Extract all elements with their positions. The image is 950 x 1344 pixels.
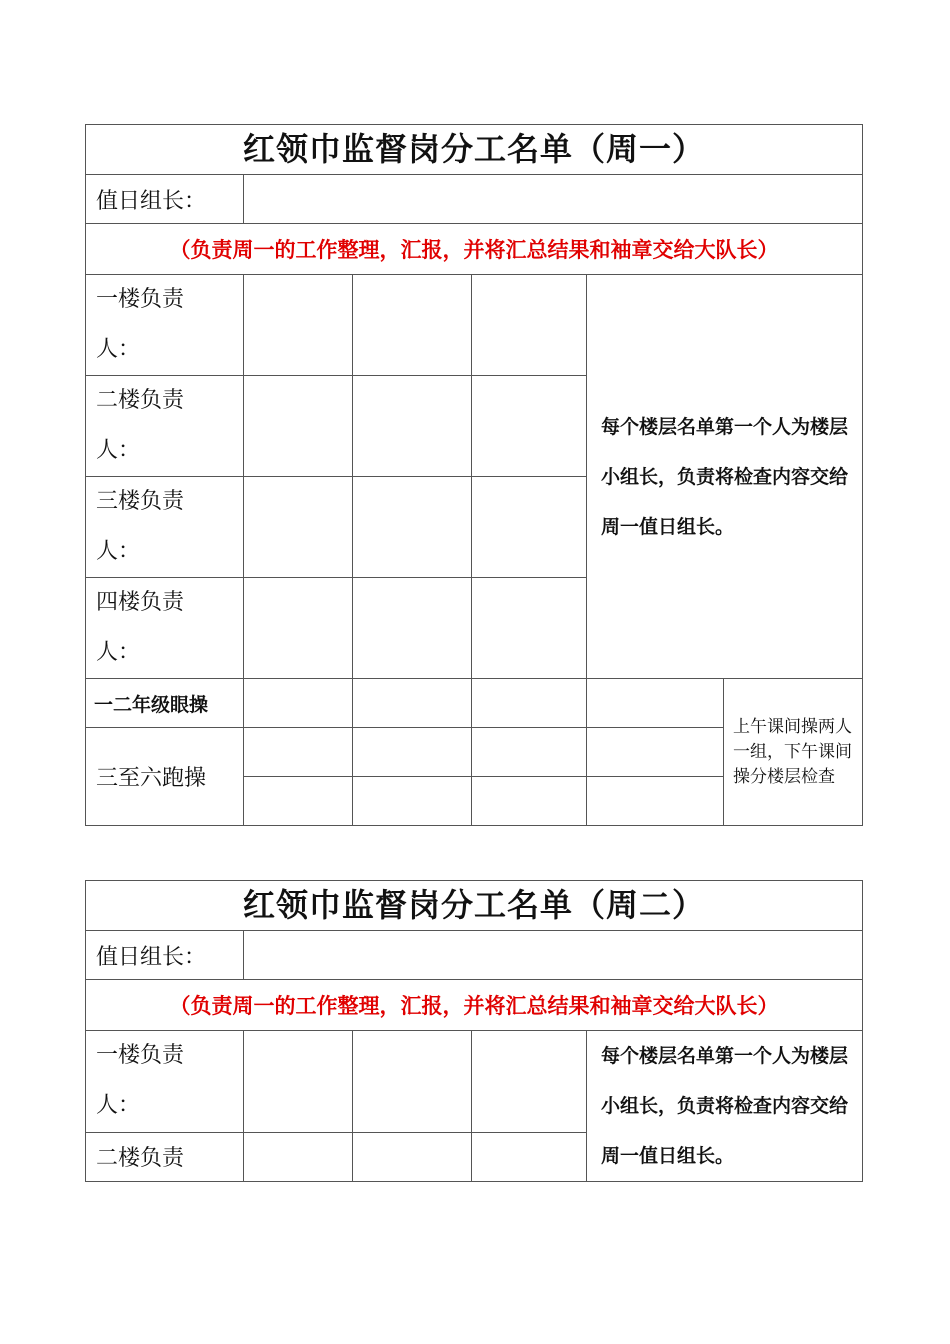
leader-label: 值日组长： [86,175,244,224]
eye-exercise-label: 一二年级眼操 [86,679,244,728]
name-cell[interactable] [472,578,587,679]
leader-value-cell[interactable] [244,175,863,224]
name-cell[interactable] [244,1031,353,1133]
name-cell[interactable] [353,679,472,728]
name-cell[interactable] [244,376,353,477]
floor-note: 每个楼层名单第一个人为楼层小组长，负责将检查内容交给周一值日组长。 [587,275,863,679]
name-cell[interactable] [472,728,587,777]
name-cell[interactable] [587,728,724,777]
name-cell[interactable] [353,477,472,578]
instruction-text: （负责周一的工作整理，汇报，并将汇总结果和袖章交给大队长） [86,980,863,1031]
duty-sheet-monday [85,124,863,826]
name-cell[interactable] [472,477,587,578]
name-cell[interactable] [472,777,587,826]
name-cell[interactable] [244,275,353,376]
name-cell[interactable] [353,275,472,376]
floor-label: 一楼负责 人： [86,275,244,376]
floor-label: 二楼负责 人： [86,376,244,477]
leader-label: 值日组长： [86,931,244,980]
name-cell[interactable] [244,777,353,826]
name-cell[interactable] [472,376,587,477]
running-exercise-label: 三至六跑操 [86,728,244,826]
name-cell[interactable] [472,1031,587,1133]
leader-value-cell[interactable] [244,931,863,980]
sheet-title: 红领巾监督岗分工名单（周一） [86,125,863,175]
duty-sheet-tuesday [85,880,863,1182]
sheet-title: 红领巾监督岗分工名单（周二） [86,881,863,931]
floor-note: 每个楼层名单第一个人为楼层小组长，负责将检查内容交给周一值日组长。 [587,1031,863,1182]
instruction-text: （负责周一的工作整理，汇报，并将汇总结果和袖章交给大队长） [86,224,863,275]
floor-label: 二楼负责 [86,1132,244,1181]
name-cell[interactable] [353,777,472,826]
floor-label: 三楼负责 人： [86,477,244,578]
name-cell[interactable] [353,578,472,679]
name-cell[interactable] [244,1132,353,1181]
name-cell[interactable] [472,679,587,728]
exercise-note: 上午课间操两人一组，下午课间操分楼层检查 [724,679,863,826]
name-cell[interactable] [353,376,472,477]
name-cell[interactable] [244,728,353,777]
floor-label: 四楼负责 人： [86,578,244,679]
name-cell[interactable] [472,1132,587,1181]
name-cell[interactable] [353,1031,472,1133]
name-cell[interactable] [353,728,472,777]
name-cell[interactable] [244,477,353,578]
name-cell[interactable] [244,679,353,728]
name-cell[interactable] [353,1132,472,1181]
name-cell[interactable] [472,275,587,376]
name-cell[interactable] [587,777,724,826]
floor-label: 一楼负责 人： [86,1031,244,1133]
name-cell[interactable] [244,578,353,679]
name-cell[interactable] [587,679,724,728]
